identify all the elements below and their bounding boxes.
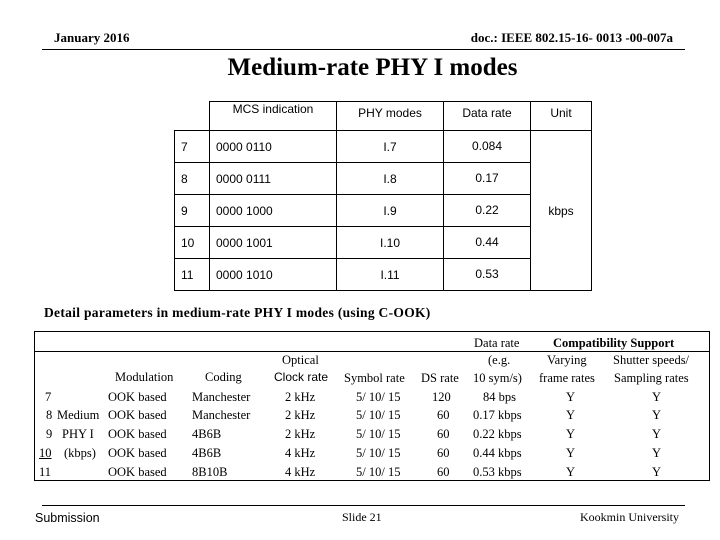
row-mcs: 0000 1010	[210, 259, 337, 291]
row-modulation: OOK based	[108, 408, 167, 422]
row-mode: I.9	[337, 195, 444, 227]
row-rate: 0.22	[444, 195, 531, 227]
row-coding: Manchester	[192, 408, 251, 422]
header-unit: Unit	[531, 102, 592, 131]
row-varying: Y	[566, 408, 576, 422]
row-num: 7	[175, 131, 210, 163]
row-varying: Y	[566, 427, 576, 441]
header-ds-rate: DS rate	[421, 371, 459, 385]
row-modulation: OOK based	[108, 390, 167, 404]
header-date: January 2016	[54, 30, 130, 45]
row-ds-rate: 120	[432, 390, 451, 404]
row-coding: 4B6B	[192, 446, 222, 460]
footer-slide-number: Slide 21	[342, 510, 382, 524]
row-varying: Y	[566, 390, 576, 404]
table-row	[175, 131, 592, 163]
row-mcs: 0000 0110	[210, 131, 337, 163]
row-clock-rate: 2 kHz	[285, 427, 316, 441]
footer-submission: Submission	[35, 511, 100, 525]
row-coding: 4B6B	[192, 427, 222, 441]
header-sampling-rates: Sampling rates	[614, 371, 689, 385]
row-shutter: Y	[652, 427, 662, 441]
footer-organization: Kookmin University	[580, 510, 679, 524]
row-shutter: Y	[652, 390, 662, 404]
row-num: 8	[46, 408, 53, 422]
row-ds-rate: 60	[437, 465, 450, 479]
row-mode: I.10	[337, 227, 444, 259]
header-varying: Varying	[547, 353, 587, 367]
group-label-medium: Medium	[57, 408, 100, 422]
header-data-rate-sym: 10 sym/s)	[473, 371, 522, 385]
row-symbol-rate: 5/ 10/ 15	[356, 427, 401, 441]
table-row	[175, 195, 592, 227]
row-symbol-rate: 5/ 10/ 15	[356, 408, 401, 422]
row-symbol-rate: 5/ 10/ 15	[356, 465, 401, 479]
row-data-rate: 0.44 kbps	[473, 446, 522, 460]
row-rate: 0.53	[444, 259, 531, 291]
row-modulation: OOK based	[108, 446, 167, 460]
row-clock-rate: 4 kHz	[285, 465, 316, 479]
row-num: 11	[39, 465, 52, 479]
row-data-rate: 0.17 kbps	[473, 408, 522, 422]
row-rate: 0.084	[444, 131, 531, 163]
row-mcs: 0000 0111	[210, 163, 337, 195]
header-divider	[42, 49, 685, 50]
header-doc-id: doc.: IEEE 802.15-16- 0013 -00-007a	[470, 30, 673, 45]
row-clock-rate: 2 kHz	[285, 408, 316, 422]
row-mode: I.7	[337, 131, 444, 163]
header-compatibility: Compatibility Support	[553, 336, 675, 350]
row-coding: Manchester	[192, 390, 251, 404]
table-row	[175, 259, 592, 291]
row-rate: 0.44	[444, 227, 531, 259]
row-mcs: 0000 1001	[210, 227, 337, 259]
row-num: 8	[175, 163, 210, 195]
row-ds-rate: 60	[437, 446, 450, 460]
header-coding: Coding	[205, 370, 242, 384]
row-shutter: Y	[652, 446, 662, 460]
phy-modes-table	[174, 101, 592, 291]
row-rate: 0.17	[444, 163, 531, 195]
detail-table-divider	[34, 351, 710, 352]
row-clock-rate: 2 kHz	[285, 390, 316, 404]
header-data-rate: Data rate	[474, 336, 520, 350]
header-shutter-speeds: Shutter speeds/	[613, 353, 690, 367]
empty-corner-cell	[175, 102, 210, 131]
slide-title: Medium-rate PHY I modes	[227, 54, 518, 81]
row-mcs: 0000 1000	[210, 195, 337, 227]
table-row	[175, 163, 592, 195]
row-num: 9	[46, 427, 53, 441]
row-data-rate: 0.22 kbps	[473, 427, 522, 441]
header-data-rate-eg: (e.g.	[488, 353, 511, 367]
group-label-unit: (kbps)	[64, 446, 96, 460]
header-modulation: Modulation	[115, 370, 174, 384]
row-coding: 8B10B	[192, 465, 228, 479]
header-data-rate: Data rate	[444, 102, 531, 131]
row-modulation: OOK based	[108, 427, 167, 441]
group-label-phy: PHY I	[62, 427, 94, 441]
row-symbol-rate: 5/ 10/ 15	[356, 446, 401, 460]
header-symbol-rate: Symbol rate	[344, 371, 405, 385]
row-ds-rate: 60	[437, 427, 450, 441]
row-ds-rate: 60	[437, 408, 450, 422]
row-num: 10	[39, 446, 52, 460]
row-clock-rate: 4 kHz	[285, 446, 316, 460]
footer-divider	[42, 505, 685, 506]
row-mode: I.8	[337, 163, 444, 195]
row-symbol-rate: 5/ 10/ 15	[356, 390, 401, 404]
header-phy-modes: PHY modes	[337, 102, 444, 131]
row-shutter: Y	[652, 465, 662, 479]
row-modulation: OOK based	[108, 465, 167, 479]
section-subtitle: Detail parameters in medium-rate PHY I modes (using C-OOK)	[44, 305, 431, 320]
unit-cell: kbps	[531, 131, 592, 291]
header-frame-rates: frame rates	[539, 371, 595, 385]
row-varying: Y	[566, 446, 576, 460]
row-shutter: Y	[652, 408, 662, 422]
row-num: 10	[175, 227, 210, 259]
table-row	[175, 227, 592, 259]
row-data-rate: 84 bps	[483, 390, 516, 404]
row-varying: Y	[566, 465, 576, 479]
row-num: 11	[175, 259, 210, 291]
row-num: 9	[175, 195, 210, 227]
header-mcs: MCS indication	[210, 102, 337, 131]
table-header-row	[175, 102, 592, 131]
header-optical: Optical	[282, 353, 319, 367]
row-mode: I.11	[337, 259, 444, 291]
header-clock-rate: Clock rate	[274, 370, 329, 384]
row-num: 7	[45, 390, 52, 404]
row-data-rate: 0.53 kbps	[473, 465, 522, 479]
